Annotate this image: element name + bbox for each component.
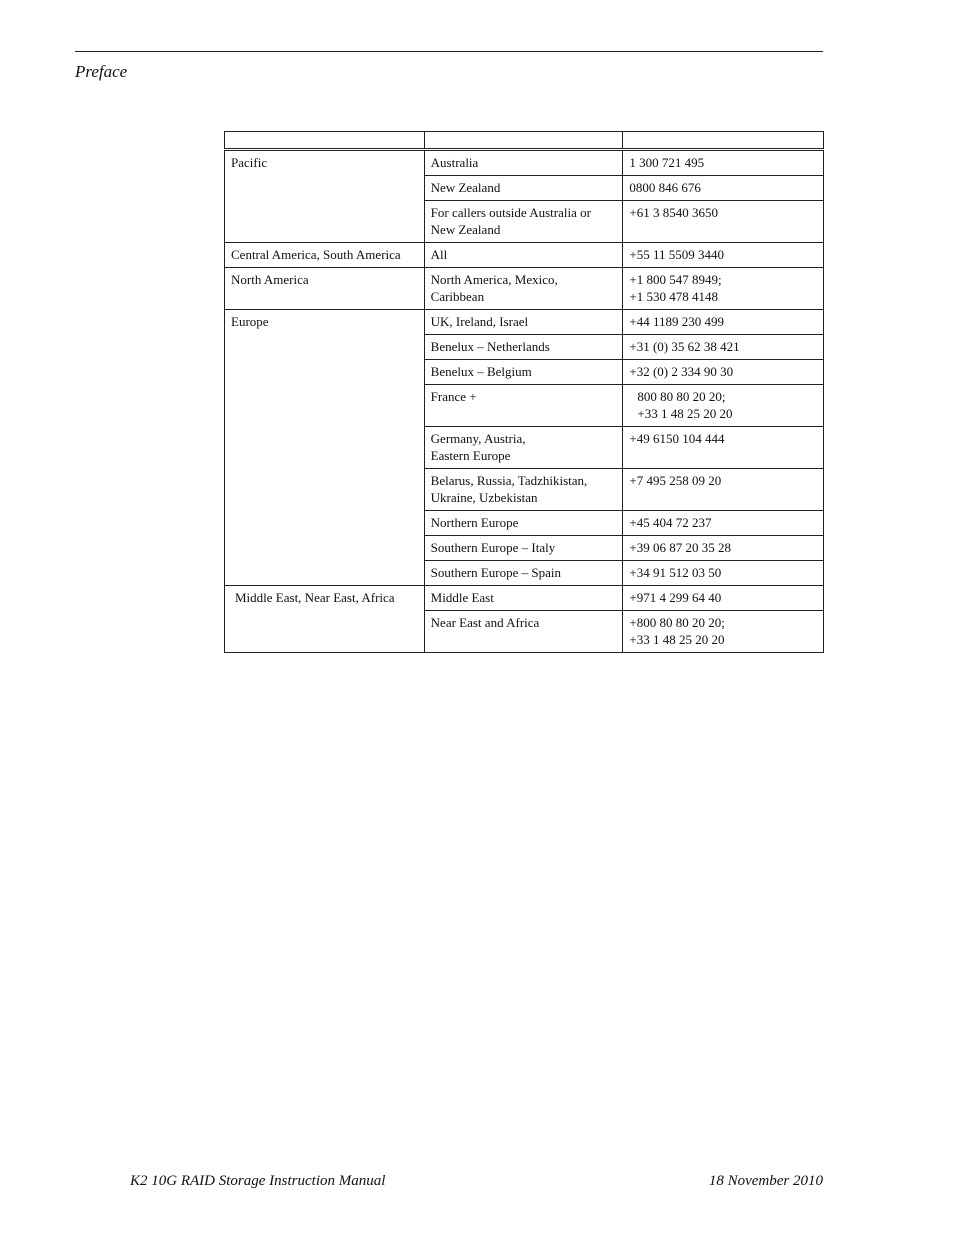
- region-cell: Europe: [225, 310, 425, 586]
- area-cell: Northern Europe: [424, 511, 623, 536]
- section-title: Preface: [75, 62, 128, 81]
- header-rule: [75, 51, 823, 52]
- header-cell: [424, 132, 623, 150]
- table-row: [225, 150, 824, 176]
- table-row: [225, 310, 824, 335]
- area-cell: France +: [424, 385, 623, 427]
- table-row: [225, 243, 824, 268]
- footer-manual-title: K2 10G RAID Storage Instruction Manual: [130, 1173, 386, 1189]
- area-cell: New Zealand: [424, 176, 623, 201]
- table-header-row: [225, 132, 824, 150]
- area-cell: Germany, Austria, Eastern Europe: [424, 427, 623, 469]
- phone-cell: +31 (0) 35 62 38 421: [623, 335, 824, 360]
- area-cell: North America, Mexico, Caribbean: [424, 268, 623, 310]
- area-cell: For callers outside Australia or New Zealand: [424, 201, 623, 243]
- phone-cell: +45 404 72 237: [623, 511, 824, 536]
- region-cell: North America: [225, 268, 425, 310]
- region-cell: Central America, South America: [225, 243, 425, 268]
- region-cell: Middle East, Near East, Africa: [225, 586, 425, 653]
- area-cell: Southern Europe – Italy: [424, 536, 623, 561]
- phone-cell: 800 80 80 20 20; +33 1 48 25 20 20: [623, 385, 824, 427]
- table-row: [225, 586, 824, 611]
- area-cell: Benelux – Belgium: [424, 360, 623, 385]
- table-row: [225, 268, 824, 310]
- header-cell: [623, 132, 824, 150]
- support-contacts-table: [224, 131, 824, 653]
- phone-cell: +55 11 5509 3440: [623, 243, 824, 268]
- phone-cell: 1 300 721 495: [623, 150, 824, 176]
- area-cell: Near East and Africa: [424, 611, 623, 653]
- phone-cell: +800 80 80 20 20; +33 1 48 25 20 20: [623, 611, 824, 653]
- phone-cell: +32 (0) 2 334 90 30: [623, 360, 824, 385]
- footer-date: 18 November 2010: [708, 1173, 823, 1189]
- phone-cell: +44 1189 230 499: [623, 310, 824, 335]
- region-cell: Pacific: [225, 150, 425, 243]
- phone-cell: 0800 846 676: [623, 176, 824, 201]
- area-cell: Middle East: [424, 586, 623, 611]
- area-cell: UK, Ireland, Israel: [424, 310, 623, 335]
- header-cell: [225, 132, 425, 150]
- area-cell: All: [424, 243, 623, 268]
- area-cell: Belarus, Russia, Tadzhikistan, Ukraine, Uzbekistan: [424, 469, 623, 511]
- phone-cell: +34 91 512 03 50: [623, 561, 824, 586]
- phone-cell: +39 06 87 20 35 28: [623, 536, 824, 561]
- phone-cell: +7 495 258 09 20: [623, 469, 824, 511]
- phone-cell: +1 800 547 8949; +1 530 478 4148: [623, 268, 824, 310]
- phone-cell: +971 4 299 64 40: [623, 586, 824, 611]
- area-cell: Benelux – Netherlands: [424, 335, 623, 360]
- phone-cell: +49 6150 104 444: [623, 427, 824, 469]
- area-cell: Southern Europe – Spain: [424, 561, 623, 586]
- phone-cell: +61 3 8540 3650: [623, 201, 824, 243]
- area-cell: Australia: [424, 150, 623, 176]
